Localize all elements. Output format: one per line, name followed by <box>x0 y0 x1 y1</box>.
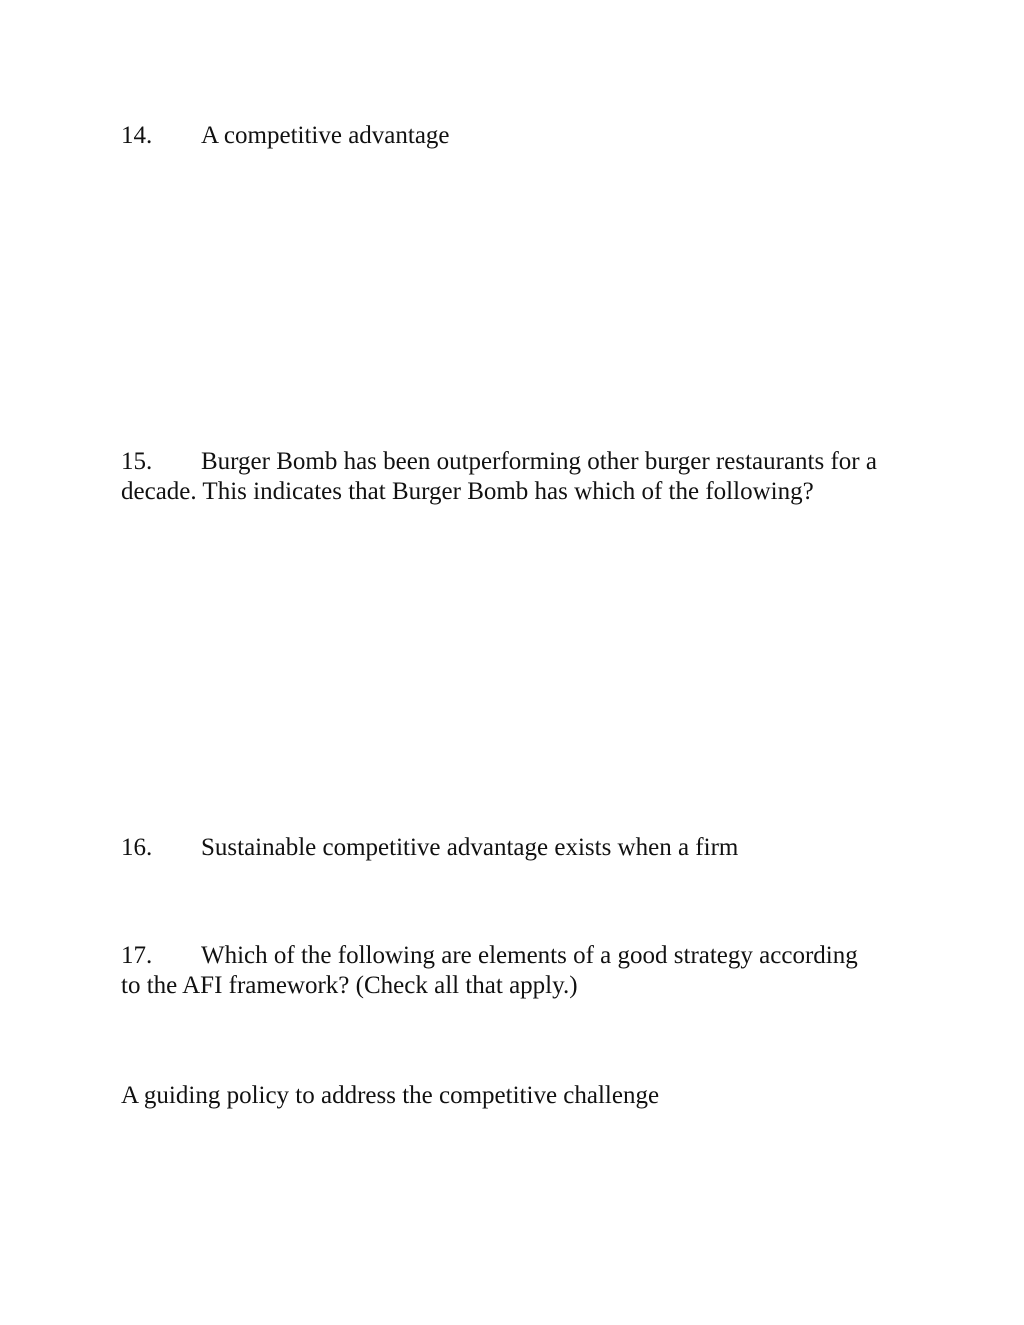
question-text: Which of the following are elements of a good strategy according to the AFI framework? (Check all that apply.) <box>121 942 858 999</box>
question-number: 17. <box>121 942 153 969</box>
question-text: Sustainable competitive advantage exists when a firm <box>201 834 739 861</box>
question-16 <box>121 833 881 863</box>
question-17 <box>121 941 881 1001</box>
question-number: 14. <box>121 122 153 149</box>
question-14 <box>121 121 881 151</box>
question-text: A competitive advantage <box>201 122 450 149</box>
question-text: Burger Bomb has been outperforming other burger restaurants for a decade. This indicates that Burger Bomb has which of the following? <box>121 448 877 505</box>
answer-option[interactable] <box>121 1081 881 1111</box>
question-number: 15. <box>121 448 153 475</box>
question-number: 16. <box>121 834 153 861</box>
question-15 <box>121 447 881 507</box>
answer-option-text: A guiding policy to address the competitive challenge <box>121 1082 660 1109</box>
